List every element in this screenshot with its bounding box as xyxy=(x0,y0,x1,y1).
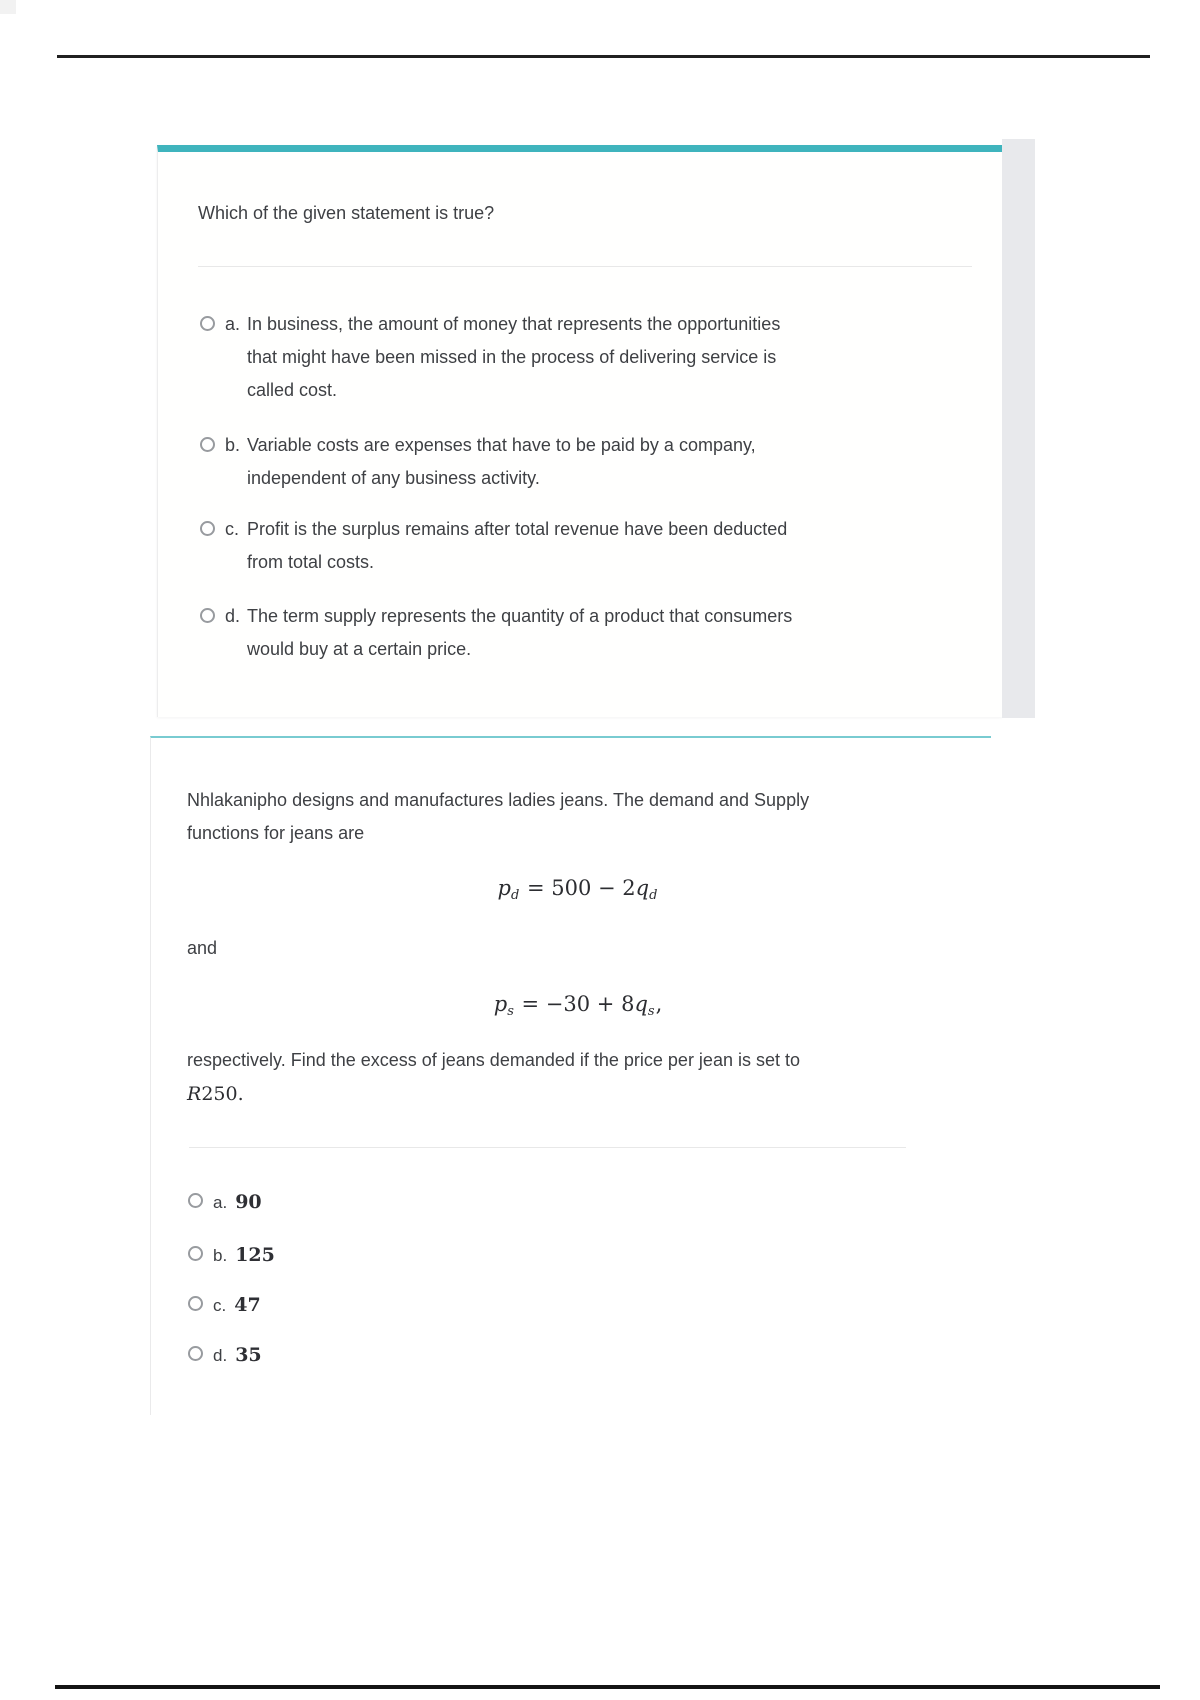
q2-option-d-value: 35 xyxy=(235,1344,262,1366)
demand-function-formula: pd = 500 − 2qd xyxy=(497,876,658,903)
q2-option-a-radio[interactable] xyxy=(188,1193,203,1208)
q1-option-a-label: a. xyxy=(225,314,241,334)
price-amount: 250. xyxy=(201,1083,244,1105)
q2-option-b-value: 125 xyxy=(235,1244,275,1266)
top-rule xyxy=(57,55,1150,58)
q1-option-b-label: b. xyxy=(225,435,241,455)
question-card-1 xyxy=(157,145,1002,717)
corner-artifact xyxy=(0,0,16,14)
q2-option-b-radio[interactable] xyxy=(188,1246,203,1261)
currency-prefix: R xyxy=(187,1083,202,1105)
q1-option-b-text: Variable costs are expenses that have to be paid by a company, independent of any business activity. xyxy=(247,435,756,488)
q1-option-d-label: d. xyxy=(225,606,241,626)
q2-option-b-label: b. xyxy=(213,1246,228,1265)
q1-option-c-label: c. xyxy=(225,519,240,539)
q2-option-b[interactable] xyxy=(151,1241,991,1271)
question1-prompt: Which of the given statement is true? xyxy=(198,203,495,223)
q2-option-d-radio[interactable] xyxy=(188,1346,203,1361)
q2-option-a-label: a. xyxy=(213,1193,228,1212)
q1-option-d-text: The term supply represents the quantity of a product that consumers would buy at a certain price. xyxy=(247,606,793,659)
q2-option-c-label: c. xyxy=(213,1296,227,1315)
q2-option-c[interactable] xyxy=(151,1291,991,1321)
question-card-2 xyxy=(150,736,991,1415)
supply-function-formula: ps = −30 + 8qs, xyxy=(493,992,663,1019)
q1-option-c-radio[interactable] xyxy=(200,521,215,536)
question2-divider xyxy=(189,1147,906,1148)
q1-option-b-radio[interactable] xyxy=(200,437,215,452)
q1-option-a-text: In business, the amount of money that represents the opportunities that might have been missed in the process of delivering service is called cost. xyxy=(247,314,781,400)
q2-option-c-value: 47 xyxy=(234,1294,261,1316)
question2-closing-text: respectively. Find the excess of jeans demanded if the price per jean is set to xyxy=(187,1050,800,1070)
bottom-rule xyxy=(55,1685,1160,1689)
q2-option-d-label: d. xyxy=(213,1346,228,1365)
q2-option-d[interactable] xyxy=(151,1341,991,1371)
q2-option-c-radio[interactable] xyxy=(188,1296,203,1311)
q2-option-a-value: 90 xyxy=(235,1191,262,1213)
card1-side-strip xyxy=(1002,139,1035,718)
q1-option-d-radio[interactable] xyxy=(200,608,215,623)
question1-divider xyxy=(198,266,972,267)
question2-intro: Nhlakanipho designs and manufactures ladies jeans. The demand and Supply functions for jeans are xyxy=(187,790,810,843)
price-value xyxy=(187,1078,244,1111)
q2-option-a[interactable] xyxy=(151,1188,991,1218)
q1-option-a-radio[interactable] xyxy=(200,316,215,331)
q1-option-c-text: Profit is the surplus remains after total revenue have been deducted from total costs. xyxy=(247,519,788,572)
connector-text: and xyxy=(187,938,218,958)
